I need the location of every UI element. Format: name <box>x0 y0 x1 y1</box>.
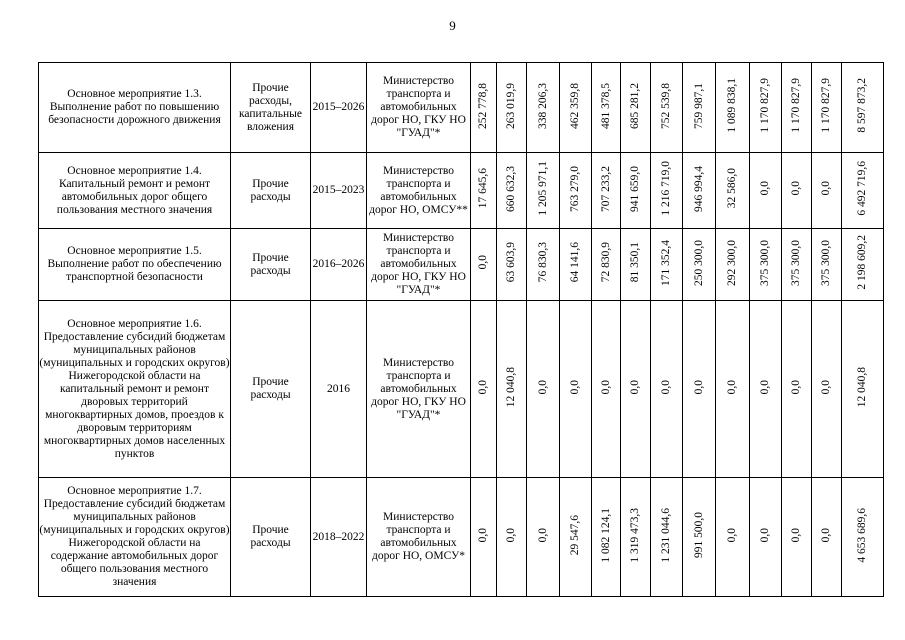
value-text: 763 279,0 <box>569 165 581 212</box>
year-value-cell <box>527 301 560 478</box>
value-text: 0,0 <box>536 527 549 543</box>
value-text: 6 492 719,6 <box>856 161 868 216</box>
value-text: 1 089 838,1 <box>726 78 738 133</box>
year-value-cell <box>716 229 750 301</box>
year-value-cell <box>782 63 812 153</box>
value-text: 0,0 <box>477 527 489 543</box>
year-value-cell <box>782 478 812 597</box>
year-value-cell <box>651 229 683 301</box>
value-text: 0,0 <box>820 379 832 395</box>
period-cell: 2015–2023 <box>311 153 367 229</box>
value-text: 1 082 124,1 <box>599 507 612 563</box>
value-text: 0,0 <box>759 527 771 543</box>
value-text: 0,0 <box>569 379 581 395</box>
year-value-cell <box>812 229 842 301</box>
year-value-cell <box>750 153 782 229</box>
year-value-cell <box>683 63 716 153</box>
year-value-cell <box>812 301 842 478</box>
year-value-cell <box>683 229 716 301</box>
expense-type-cell: Прочие расходы, капитальные вложения <box>231 63 311 153</box>
year-value-cell <box>527 478 560 597</box>
value-text: 12 040,8 <box>505 366 517 408</box>
year-value-cell <box>527 229 560 301</box>
value-text: 32 586,0 <box>726 168 738 209</box>
year-value-cell <box>560 478 592 597</box>
value-text: 375 300,0 <box>759 239 771 286</box>
value-text: 481 378,5 <box>599 82 612 129</box>
value-text: 0,0 <box>692 379 705 395</box>
period-cell: 2015–2026 <box>311 63 367 153</box>
year-value-cell <box>497 153 527 229</box>
value-text: 0,0 <box>629 379 641 395</box>
year-value-cell <box>592 478 621 597</box>
year-value-cell <box>592 229 621 301</box>
year-value-cell <box>716 478 750 597</box>
value-text: 1 205 971,1 <box>536 161 549 216</box>
value-text: 375 300,0 <box>820 239 832 286</box>
year-value-cell <box>782 153 812 229</box>
year-value-cell <box>651 478 683 597</box>
value-text: 1 319 473,3 <box>629 507 641 563</box>
expense-type-cell: Прочие расходы <box>231 229 311 301</box>
period-cell: 2018–2022 <box>311 478 367 597</box>
year-value-cell <box>471 478 497 597</box>
period-cell: 2016 <box>311 301 367 478</box>
year-value-cell <box>560 63 592 153</box>
value-text: 4 653 689,6 <box>856 507 868 563</box>
value-text: 0,0 <box>599 379 612 395</box>
value-text: 0,0 <box>477 379 489 395</box>
year-value-cell <box>782 229 812 301</box>
total-value-cell <box>842 153 884 229</box>
value-text: 0,0 <box>790 181 802 196</box>
year-value-cell <box>497 63 527 153</box>
year-value-cell <box>471 229 497 301</box>
year-value-cell <box>592 301 621 478</box>
executor-cell: Министерство транспорта и автомобильных дорог НО, ГКУ НО "ГУАД"* <box>367 63 471 153</box>
executor-cell: Министерство транспорта и автомобильных дорог НО, ГКУ НО "ГУАД"* <box>367 301 471 478</box>
year-value-cell <box>497 301 527 478</box>
expense-type-cell: Прочие расходы <box>231 301 311 478</box>
value-text: 171 352,4 <box>660 239 672 286</box>
value-text: 752 539,8 <box>660 82 672 129</box>
year-value-cell <box>750 63 782 153</box>
table-row <box>39 301 884 478</box>
value-text: 1 216 719,0 <box>660 161 672 216</box>
year-value-cell <box>560 153 592 229</box>
value-text: 946 994,4 <box>692 165 705 212</box>
value-text: 29 547,6 <box>569 514 581 556</box>
table-row <box>39 153 884 229</box>
activity-name-cell: Основное мероприятие 1.6. Предоставление субсидий бюджетам муниципальных районов (муниципальных и городских округов) Нижегородской области на капитальный ремонт и ремонт дворовых территорий многоквартирных домов, проездов к дворовым территориям многоквартирных домов населенных пунктов <box>39 301 231 478</box>
total-value-cell <box>842 229 884 301</box>
year-value-cell <box>651 63 683 153</box>
value-text: 2 198 609,2 <box>856 235 868 290</box>
value-text: 0,0 <box>726 379 738 395</box>
value-text: 0,0 <box>759 181 771 196</box>
year-value-cell <box>592 63 621 153</box>
value-text: 0,0 <box>726 527 738 543</box>
year-value-cell <box>527 63 560 153</box>
year-value-cell <box>497 478 527 597</box>
value-text: 1 170 827,9 <box>820 78 832 133</box>
value-text: 64 141,6 <box>569 242 581 283</box>
expense-type-cell: Прочие расходы <box>231 478 311 597</box>
value-text: 462 359,8 <box>569 82 581 129</box>
executor-cell: Министерство транспорта и автомобильных дорог НО, ОМСУ** <box>367 153 471 229</box>
program-activities-table <box>38 62 884 597</box>
value-text: 685 281,2 <box>629 82 641 129</box>
year-value-cell <box>621 478 651 597</box>
value-text: 0,0 <box>536 379 549 395</box>
value-text: 17 645,6 <box>477 168 489 209</box>
table-row <box>39 63 884 153</box>
year-value-cell <box>471 153 497 229</box>
year-value-cell <box>560 229 592 301</box>
table-row <box>39 229 884 301</box>
year-value-cell <box>812 63 842 153</box>
value-text: 0,0 <box>505 527 517 543</box>
value-text: 759 987,1 <box>692 82 705 129</box>
value-text: 0,0 <box>790 379 802 395</box>
value-text: 0,0 <box>820 527 832 543</box>
year-value-cell <box>621 301 651 478</box>
year-value-cell <box>782 301 812 478</box>
year-value-cell <box>471 63 497 153</box>
year-value-cell <box>750 478 782 597</box>
value-text: 707 233,2 <box>599 165 612 212</box>
table-row <box>39 478 884 597</box>
value-text: 250 300,0 <box>692 239 705 286</box>
year-value-cell <box>471 301 497 478</box>
year-value-cell <box>621 63 651 153</box>
year-value-cell <box>683 301 716 478</box>
year-value-cell <box>716 63 750 153</box>
value-text: 660 632,3 <box>505 165 517 212</box>
value-text: 263 019,9 <box>505 82 517 129</box>
value-text: 1 231 044,6 <box>660 507 672 563</box>
value-text: 0,0 <box>759 379 771 395</box>
year-value-cell <box>621 229 651 301</box>
year-value-cell <box>527 153 560 229</box>
value-text: 375 300,0 <box>790 239 802 286</box>
year-value-cell <box>716 153 750 229</box>
value-text: 1 170 827,9 <box>759 78 771 133</box>
year-value-cell <box>560 301 592 478</box>
value-text: 8 597 873,2 <box>856 78 868 133</box>
value-text: 941 659,0 <box>629 165 641 212</box>
value-text: 0,0 <box>790 527 802 543</box>
year-value-cell <box>812 153 842 229</box>
value-text: 991 500,0 <box>692 512 705 558</box>
value-text: 1 170 827,9 <box>790 78 802 133</box>
value-text: 63 603,9 <box>505 242 517 283</box>
year-value-cell <box>651 301 683 478</box>
year-value-cell <box>812 478 842 597</box>
year-value-cell <box>592 153 621 229</box>
activity-name-cell: Основное мероприятие 1.7. Предоставление субсидий бюджетам муниципальных районов (муниципальных и городских округов) Нижегородской области на содержание автомобильных дорог общего пользования местного значения <box>39 478 231 597</box>
year-value-cell <box>651 153 683 229</box>
executor-cell: Министерство транспорта и автомобильных дорог НО, ГКУ НО "ГУАД"* <box>367 229 471 301</box>
executor-cell: Министерство транспорта и автомобильных дорог НО, ОМСУ* <box>367 478 471 597</box>
year-value-cell <box>750 301 782 478</box>
value-text: 72 830,9 <box>599 242 612 283</box>
year-value-cell <box>683 153 716 229</box>
expense-type-cell: Прочие расходы <box>231 153 311 229</box>
year-value-cell <box>683 478 716 597</box>
value-text: 0,0 <box>477 255 489 270</box>
value-text: 81 350,1 <box>629 242 641 283</box>
period-cell: 2016–2026 <box>311 229 367 301</box>
year-value-cell <box>750 229 782 301</box>
activity-name-cell: Основное мероприятие 1.4. Капитальный ремонт и ремонт автомобильных дорог общего пользования местного значения <box>39 153 231 229</box>
value-text: 76 830,3 <box>536 242 549 283</box>
total-value-cell <box>842 478 884 597</box>
activity-name-cell: Основное мероприятие 1.3. Выполнение работ по повышению безопасности дорожного движения <box>39 63 231 153</box>
total-value-cell <box>842 63 884 153</box>
year-value-cell <box>497 229 527 301</box>
page-number: 9 <box>449 18 456 33</box>
total-value-cell <box>842 301 884 478</box>
activity-name-cell: Основное мероприятие 1.5. Выполнение работ по обеспечению транспортной безопасности <box>39 229 231 301</box>
year-value-cell <box>716 301 750 478</box>
value-text: 0,0 <box>660 379 672 395</box>
year-value-cell <box>621 153 651 229</box>
value-text: 292 300,0 <box>726 239 738 286</box>
value-text: 12 040,8 <box>856 366 868 408</box>
value-text: 252 778,8 <box>477 82 489 129</box>
value-text: 0,0 <box>820 181 832 196</box>
value-text: 338 206,3 <box>536 82 549 129</box>
